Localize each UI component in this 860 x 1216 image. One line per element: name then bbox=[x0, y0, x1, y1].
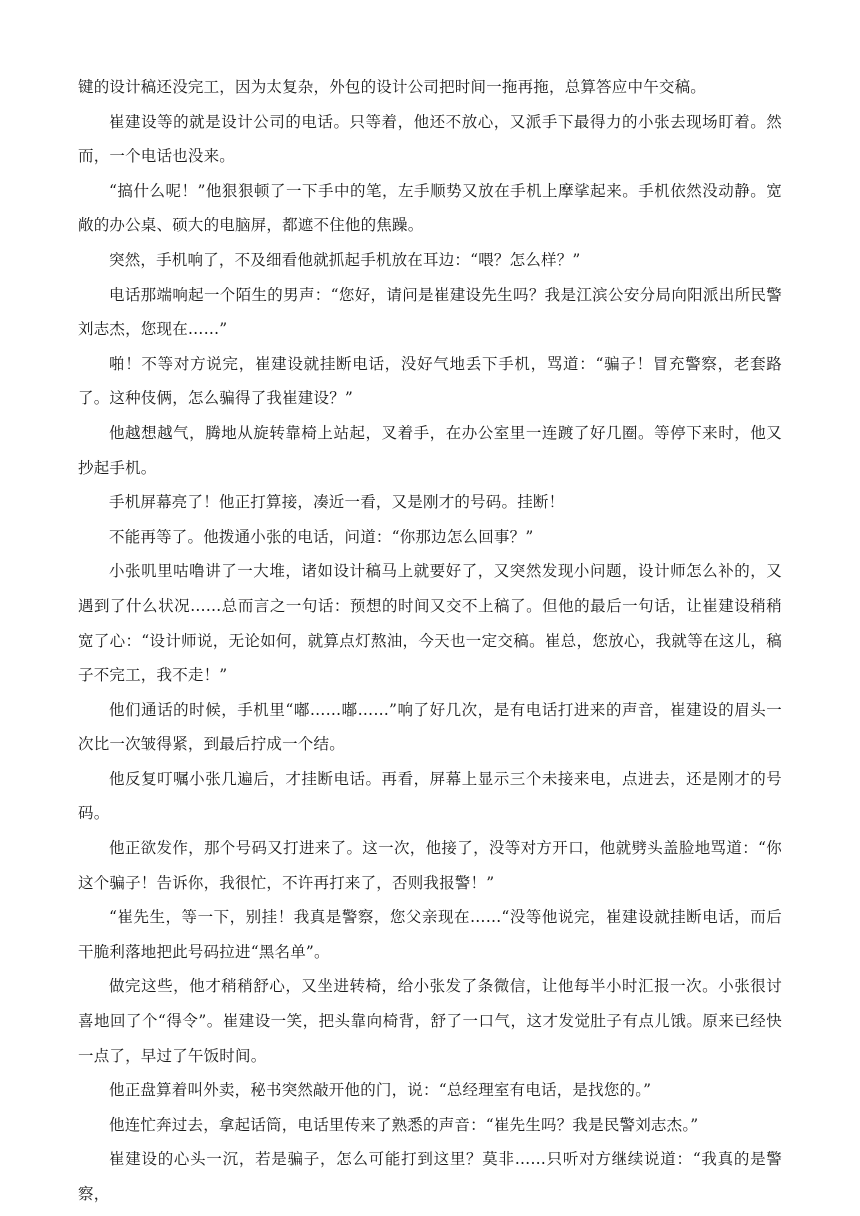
paragraph-continued: 键的设计稿还没完工，因为太复杂，外包的设计公司把时间一拖再拖，总算答应中午交稿。 bbox=[78, 78, 707, 96]
paragraph: 他越想越气，腾地从旋转靠椅上站起，叉着手，在办公室里一连踱了好几圈。等停下来时，他又抄起手机。 bbox=[78, 423, 782, 477]
paragraph: 做完这些，他才稍稍舒心，又坐进转椅，给小张发了条微信，让他每半小时汇报一次。小张很讨喜地回了个“得令”。崔建设一笑，把头靠向椅背，舒了一口气，这才发觉肚子有点儿饿。原来已经快一点了，早过了午饭时间。 bbox=[78, 977, 782, 1065]
paragraph: 他连忙奔过去，拿起话筒，电话里传来了熟悉的声音：“崔先生吗？我是民警刘志杰。” bbox=[109, 1115, 699, 1134]
story-text bbox=[78, 70, 782, 1212]
paragraph: 崔建设等的就是设计公司的电话。只等着，他还不放心，又派手下最得力的小张去现场盯着。然而，一个电话也没来。 bbox=[78, 112, 782, 166]
paragraph: 小张叽里咕噜讲了一大堆，诸如设计稿马上就要好了，又突然发现小问题，设计师怎么补的，又遇到了什么状况……总而言之一句话：预想的时间又交不上稿了。但他的最后一句话，让崔建设稍稍宽了心：“设计师说，无论如何，就算点灯熬油，今天也一定交稿。崔总，您放心，我就等在这儿，稿子不完工，我不走！” bbox=[78, 562, 782, 685]
paragraph: “搞什么呢！”他狠狠顿了一下手中的笔，左手顺势又放在手机上摩挲起来。手机依然没动静。宽敞的办公桌、硕大的电脑屏，都遮不住他的焦躁。 bbox=[78, 181, 782, 235]
paragraph: 他们通话的时候，手机里“嘟……嘟……”响了好几次，是有电话打进来的声音，崔建设的眉头一次比一次皱得紧，到最后拧成一个结。 bbox=[78, 700, 782, 754]
paragraph: 电话那端响起一个陌生的男声：“您好，请问是崔建设先生吗？我是江滨公安分局向阳派出所民警刘志杰，您现在……” bbox=[78, 285, 782, 339]
paragraph: 啪！不等对方说完，崔建设就挂断电话，没好气地丢下手机，骂道：“骗子！冒充警察，老套路了。这种伎俩，怎么骗得了我崔建设？” bbox=[78, 354, 782, 408]
paragraph: 突然，手机响了，不及细看他就抓起手机放在耳边：“喂？怎么样？” bbox=[109, 250, 581, 269]
paragraph: 手机屏幕亮了！他正打算接，凑近一看，又是刚才的号码。挂断！ bbox=[109, 493, 565, 512]
paragraph: 崔建设的心头一沉，若是骗子，怎么可能打到这里？莫非……只听对方继续说道：“我真的是警察， bbox=[78, 1150, 782, 1203]
paragraph: 他正盘算着叫外卖，秘书突然敲开他的门，说：“总经理室有电话，是找您的。” bbox=[109, 1081, 652, 1100]
paragraph: “崔先生，等一下，别挂！我真是警察，您父亲现在……“没等他说完，崔建设就挂断电话，而后干脆利落地把此号码拉进“黑名单”。 bbox=[78, 908, 782, 961]
paragraph: 他正欲发作，那个号码又打进来了。这一次，他接了，没等对方开口，他就劈头盖脸地骂道：“你这个骗子！告诉你，我很忙，不许再打来了，否则我报警！” bbox=[78, 839, 782, 892]
paragraph: 不能再等了。他拨通小张的电话，问道：“你那边怎么回事？” bbox=[109, 527, 534, 546]
paragraph: 他反复叮嘱小张几遍后，才挂断电话。再看，屏幕上显示三个未接来电，点进去，还是刚才的号码。 bbox=[78, 769, 782, 823]
